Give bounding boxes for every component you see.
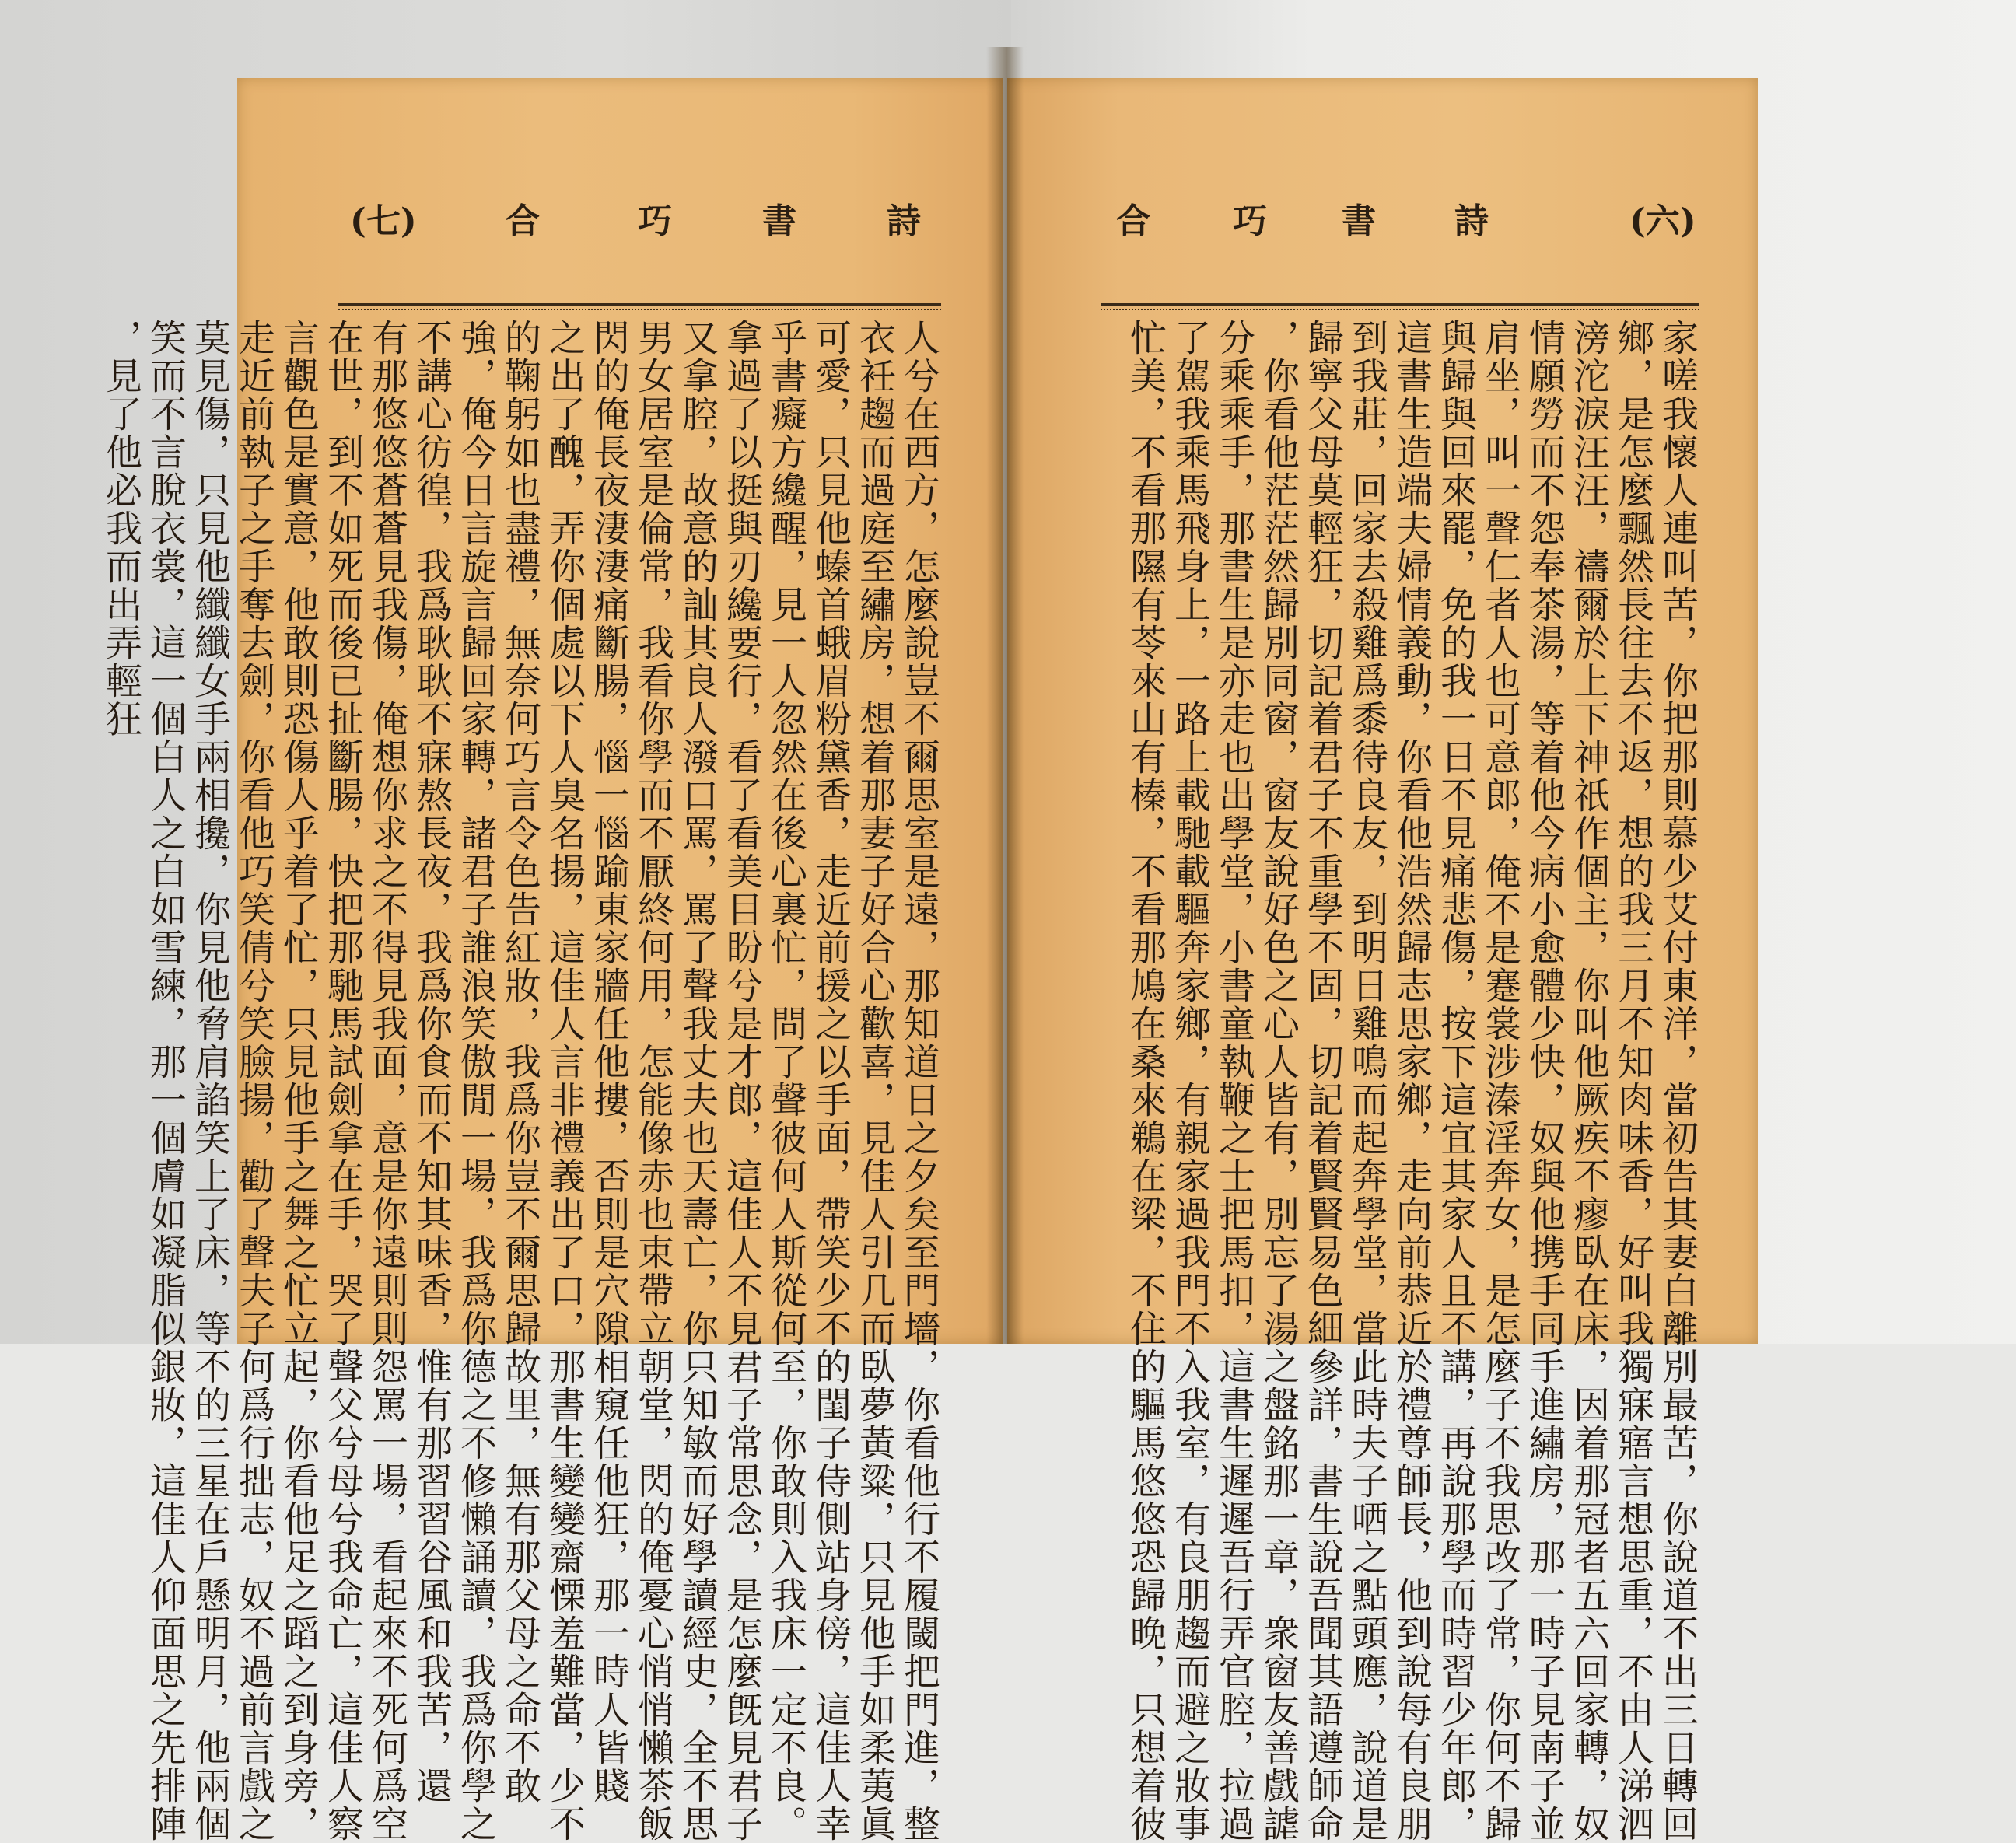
text-column: 不講心彷徨，我爲耿耿不寐熬長夜，我爲你食而不知其味香，惟有那習習谷風和我苦，還 [410,319,453,1805]
right-title-char: 書 [1342,201,1376,241]
right-header-rule [1101,303,1699,313]
right-page [1007,78,1758,1843]
text-column: 走近前執子之手奪去劍，你看他巧笑倩兮笑臉揚，勸了聲夫子何爲行拙志，奴不過前言戲之 [233,319,275,1843]
text-column: 拿過了以挺與刃纔要行，看了看美目盼兮是才郎，這佳人不見君子常思念，是怎麼旣見君子 [720,319,763,1843]
text-column: 忙美，不看那隰有苓來山有榛，不看那鳩在桑來鵜在梁，不住的驅馬悠悠恐歸晚，只想着彼 [1124,319,1167,1843]
book-spine-shadow [986,47,1024,1344]
right-title-char: 巧 [1233,201,1267,241]
left-title-char: 合 [506,201,540,241]
left-page-number: (七) [350,201,417,241]
text-column: ，見了他必我而出弄輕狂 [100,319,142,738]
text-column: 之出了醜，弄你個處以下人臭名揚，這佳人言非禮義出了口，那書生變變齋慄羞難當，少不 [543,319,586,1843]
left-title-char: 詩 [887,201,921,241]
text-column: 鄉，是怎麼飄然長往去不返，想的我三月不知肉味香，好叫我獨寐寤言想思重，不由人涕泗 [1612,319,1654,1843]
text-column: 笑而不言脫衣裳，這一個白人之白如雪練，那一個膚如凝脂似銀妝，這佳人仰面思之先排陣 [144,319,187,1843]
text-column: 又拿腔，故意的訕其良人潑口罵，罵了聲我丈夫也天壽亡，你只知敏而好學讀經史，全不思 [676,319,719,1843]
text-column: 分乘乘手，那書生是亦走也出學堂，小書童執鞭之士把馬扣，這書生遲遲吾行弄官腔，拉過 [1213,319,1255,1843]
text-column: 乎書癡方纔醒，見一人忽然在後心裏忙，問了聲彼何人斯從何至，你敢則入我床一定不良。 [765,319,807,1843]
text-column: 歸寧父母莫輕狂，切記着君子不重學不固，切記着賢賢易色細參詳，書生說吾聞其語遵師命 [1301,319,1344,1843]
left-header-rule [338,303,941,313]
text-column: 閃的俺長夜淒淒痛斷腸，惱一惱踰東家牆任他摟，否則是穴隙相窺任他狂，那一時人皆賤 [587,319,630,1805]
right-page-header [1007,194,1758,249]
text-column: 這書生造端夫婦情義動，你看他浩然歸志思家鄉，走向前恭近於禮尊師長，他到說每有良朋 [1390,319,1433,1843]
text-column: 滂沱淚汪汪，禱爾於上下神祇作個主，你叫他厥疾不瘳臥在床，因着那冠者五六回家轉，奴 [1567,319,1610,1843]
text-column: 莫見傷，只見他纖纖女手兩相攙，你見他脅肩諂笑上了床，等不的三星在戶懸明月，他兩個 [188,319,231,1843]
text-column: 家嗟我懷人連叫苦，你把那則慕少艾付東洋，當初告其妻白離別最苦，你說道不出三日轉回 [1656,319,1699,1843]
right-title-char: 合 [1116,201,1150,241]
text-column: 言觀色是實意，他敢則恐傷人乎着了忙，只見他手之舞之忙立起，你看他足之蹈之到身旁， [277,319,320,1843]
text-column: 到我莊，回家去殺雞爲黍待良友，到明日雞鳴而起奔學堂，當此時夫子哂之點頭應，說道是 [1346,319,1388,1843]
left-page [100,78,1003,1843]
text-column: 男女居室是倫常，我看你學而不厭終何用，怎能像赤也束帶立朝堂，閃的俺憂心悄悄懶茶飯 [632,319,674,1843]
text-column: 強，俺今日言旋言歸回家轉，諸君子誰浪笑傲閒一場，我爲你德之不修懶誦讀，我爲你學之 [454,319,497,1843]
text-column: 了駕我乘馬飛身上，一路上載馳載驅奔家鄉，有親家過我門不入我室，有良朋趨而避之妝事 [1168,319,1211,1843]
text-column: 情願勞而不怨奉茶湯，等着他今病小愈體少快，奴與他携手同手進繡房，那一時子見南子並 [1523,319,1566,1843]
text-column: 可愛，只見他螓首蛾眉粉黛香，走近前援之以手面，帶笑少不的閨子侍側站身傍，這佳人幸 [809,319,852,1843]
left-title-char: 巧 [638,201,672,241]
text-column: 肩坐，叫一聲仁者人也可意郎，俺不是蹇裳涉溱淫奔女，是怎麼子不我思改了常，你何不歸 [1479,319,1521,1843]
text-column: 的鞠躬如也盡禮，無奈何巧言令色告紅妝，我爲你豈不爾思歸故里，無有那父母之命不敢 [499,319,541,1805]
left-title-char: 書 [762,201,796,241]
text-column: 有那悠悠蒼蒼見我傷，俺想你求之不得見我面，意是你遠則則怨罵一場，看起來不死何爲空 [366,319,408,1843]
left-text-block [100,319,941,1843]
left-page-header [237,194,1003,249]
text-column: ，你看他茫茫然歸別同窗，窗友說好色之心人皆有，別忘了湯之盤銘那一章，衆窗友善戲謔 [1257,319,1300,1843]
text-column: 人兮在西方，怎麼說豈不爾思室是遠，那知道日之夕矣至門墻，你看他行不履閾把門進，整 [898,319,940,1843]
text-column: 與歸與回來罷，免的我一日不見痛悲傷，按下這宜其家人且不講，再說那學而時習少年郎， [1434,319,1477,1843]
text-column: 衣衽趨而過庭至繡房，想着那妻子好合心歡喜，見佳人引几而臥夢黃粱，只見他手如柔荑眞 [853,319,896,1843]
text-column: 在世，到不如死而後已扯斷腸，快把那馳馬試劍拿在手，哭了聲父兮母兮我命亡，這佳人察 [321,319,364,1843]
right-text-block [1101,319,1699,1843]
right-title-char: 詩 [1454,201,1489,241]
right-page-number: (六) [1629,201,1696,241]
